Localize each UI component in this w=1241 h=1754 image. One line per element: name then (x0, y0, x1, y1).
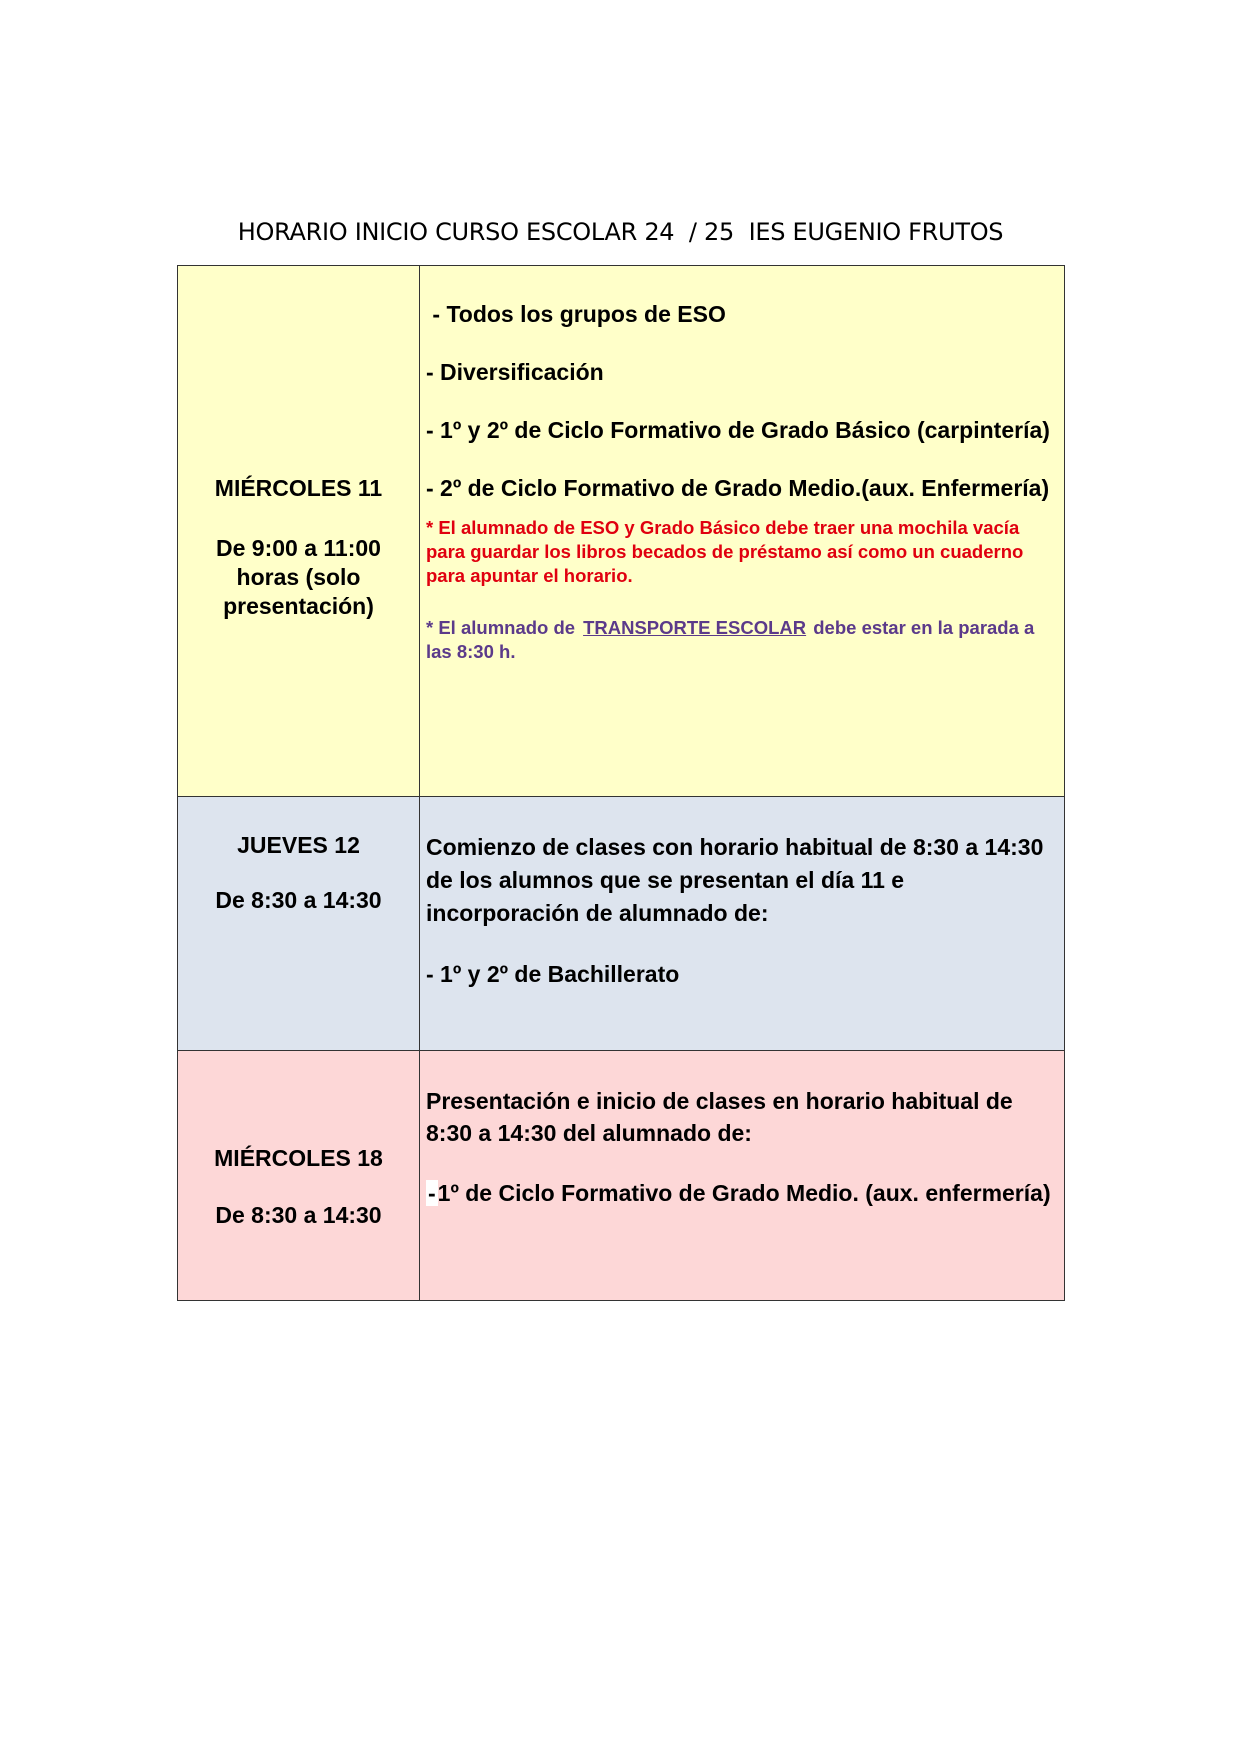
day-cell (178, 1051, 420, 1301)
day-time: De 8:30 a 14:30 (215, 887, 382, 913)
page-title: HORARIO INICIO CURSO ESCOLAR 24 / 25 IES EUGENIO FRUTOS (237, 218, 1004, 247)
list-item (426, 1179, 1058, 1208)
day-cell (178, 797, 420, 1051)
day-time: De 8:30 a 14:30 (215, 1202, 382, 1228)
list-item: - 1º y 2º de Ciclo Formativo de Grado Básico (carpintería) (426, 417, 1050, 443)
note-transport-suffix: debe estar en la parada a las 8:30 h. (426, 617, 1035, 662)
intro-text: Comienzo de clases con horario habitual de 8:30 a 14:30 de los alumnos que se presentan el día 11 e incorporación de alumnado de: (426, 834, 1044, 926)
schedule-row-miercoles-18 (178, 1051, 1065, 1301)
note-transport-prefix: * El alumnado de (426, 617, 576, 638)
schedule-table (177, 265, 1065, 1301)
list-item: - Diversificación (426, 359, 604, 385)
day-cell (178, 266, 420, 797)
list-dash: - (428, 1180, 436, 1206)
note-transport (426, 616, 1058, 664)
schedule-row-jueves-12 (178, 797, 1065, 1051)
detail-cell (420, 266, 1065, 797)
day-time: De 9:00 a 11:00 horas (solo presentación) (216, 535, 381, 619)
list-item: - 2º de Ciclo Formativo de Grado Medio.(aux. Enfermería) (426, 475, 1050, 501)
intro-text: Presentación e inicio de clases en horario habitual de 8:30 a 14:30 del alumnado de: (426, 1088, 1013, 1146)
day-name: MIÉRCOLES 11 (214, 475, 383, 501)
note-backpack: * El alumnado de ESO y Grado Básico debe traer una mochila vacía para guardar los libros becados de préstamo así como un cuaderno para apuntar el horario. (426, 517, 1024, 586)
list-item-text: 1º de Ciclo Formativo de Grado Medio. (aux. enfermería) (437, 1180, 1051, 1206)
list-item: - 1º y 2º de Bachillerato (426, 961, 680, 987)
detail-cell (420, 1051, 1065, 1301)
list-item: - Todos los grupos de ESO (426, 301, 726, 327)
day-name: JUEVES 12 (237, 832, 360, 858)
schedule-row-miercoles-11 (178, 266, 1065, 797)
day-name: MIÉRCOLES 18 (214, 1145, 383, 1171)
transport-link[interactable]: TRANSPORTE ESCOLAR (583, 617, 807, 638)
detail-cell (420, 797, 1065, 1051)
